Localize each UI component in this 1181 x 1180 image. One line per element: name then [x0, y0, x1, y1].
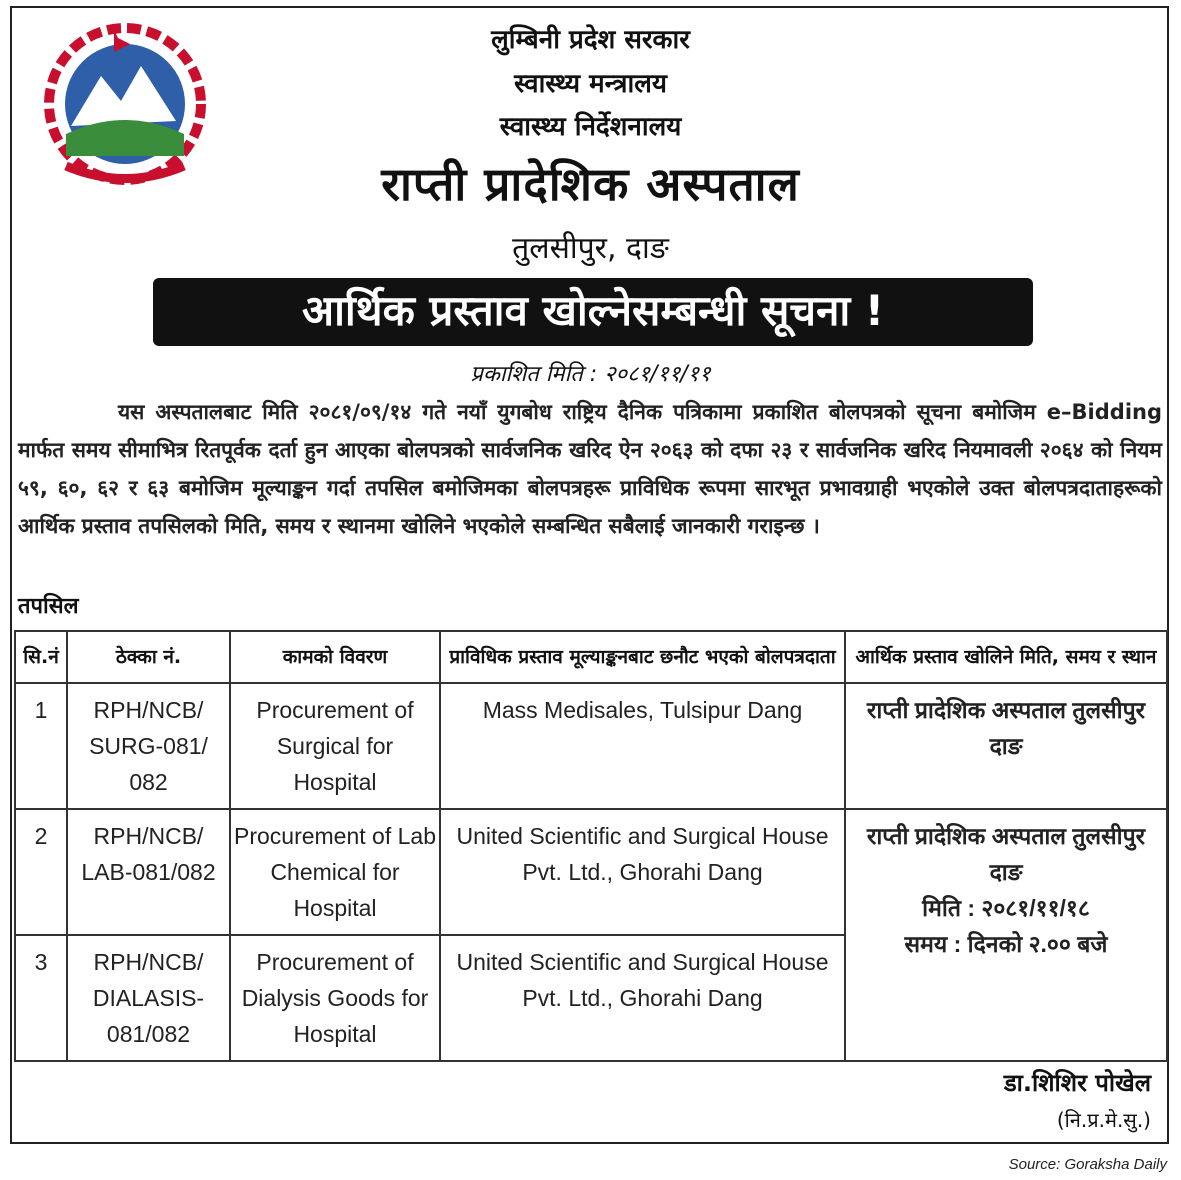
col-header-selected-bidder: प्राविधिक प्रस्ताव मूल्याङ्कनबाट छनौट भएको बोलपत्रदाता: [440, 631, 845, 683]
row-bidder: United Scientific and Surgical House Pvt. Ltd., Ghorahi Dang: [440, 935, 845, 1061]
province-government: लुम्बिनी प्रदेश सरकार: [491, 25, 690, 55]
table-row: [15, 809, 1167, 935]
bid-opening-table: [14, 630, 1168, 1062]
notice-body: यस अस्पतालबाट मिति २०८१/०९/१४ गते नयाँ युगबोध राष्ट्रिय दैनिक पत्रिकामा प्रकाशित बोलपत्रको सूचना बमोजिम e–Bidding मार्फत समय सीमाभित्र रितपूर्वक दर्ता हुन आएका बोलपत्रको सार्वजनिक खरिद ऐन २०६३ को दफा २३ र सार्वजनिक खरिद नियमावली २०६४ को नियम ५९, ६०, ६२ र ६३ बमोजिम मूल्याङ्कन गर्दा तपसिल बमोजिमका बोलपत्रहरू प्राविधिक रूपमा सारभूत प्रभावग्राही भएकोले उक्त बोलपत्रदाताहरूको आर्थिक प्रस्ताव तपसिलको मिति, समय र स्थानमा खोलिने भएकोले सम्बन्धित सबैलाई जानकारी गराइन्छ ।: [18, 400, 1162, 538]
row-bidder: Mass Medisales, Tulsipur Dang: [440, 683, 845, 809]
details-label: तपसिल: [18, 594, 79, 619]
row-sn: 2: [15, 809, 67, 935]
signatory-name: डा.शिशिर पोखेल: [1003, 1069, 1151, 1097]
row-sn: 1: [15, 683, 67, 809]
directorate-name: स्वास्थ्य निर्देशनालय: [499, 112, 682, 142]
ministry-name: स्वास्थ्य मन्त्रालय: [514, 69, 667, 99]
col-header-contract-no: ठेक्का नं.: [67, 631, 230, 683]
row-contract-no: RPH/NCB/ LAB-081/082: [67, 809, 230, 935]
source-credit: Source: Goraksha Daily: [1008, 1156, 1167, 1173]
row-contract-no: RPH/NCB/ SURG-081/ 082: [67, 683, 230, 809]
col-header-opening-details: आर्थिक प्रस्ताव खोलिने मिति, समय र स्थान: [845, 631, 1167, 683]
venue-place: राप्ती प्रादेशिक अस्पताल तुलसीपुर दाङ: [866, 823, 1146, 885]
row-work-description: Procurement of Surgical for Hospital: [230, 683, 440, 809]
row-work-description: Procurement of Lab Chemical for Hospital: [230, 809, 440, 935]
row-sn: 3: [15, 935, 67, 1061]
notice-title-banner: आर्थिक प्रस्ताव खोल्नेसम्बन्धी सूचना !: [153, 278, 1033, 346]
row-venue-merged: [845, 809, 1167, 1061]
venue-time: समय : दिनको २.०० बजे: [904, 931, 1108, 957]
col-header-work-description: कामको विवरण: [230, 631, 440, 683]
row-work-description: Procurement of Dialysis Goods for Hospital: [230, 935, 440, 1061]
row-venue: राप्ती प्रादेशिक अस्पताल तुलसीपुर दाङ: [845, 683, 1167, 809]
venue-date: मिति : २०८१/११/१८: [922, 895, 1090, 921]
hospital-name: राप्ती प्रादेशिक अस्पताल: [381, 157, 800, 211]
published-date: प्रकाशित मिति : २०८१/११/११: [470, 362, 711, 387]
signatory-post: (नि.प्र.मे.सु.): [1056, 1108, 1151, 1132]
hospital-location: तुलसीपुर, दाङ: [512, 231, 669, 266]
table-header-row: [15, 631, 1167, 683]
row-contract-no: RPH/NCB/ DIALASIS- 081/082: [67, 935, 230, 1061]
table-row: [15, 683, 1167, 809]
col-header-sn: सि.नं: [15, 631, 67, 683]
row-bidder: United Scientific and Surgical House Pvt. Ltd., Ghorahi Dang: [440, 809, 845, 935]
